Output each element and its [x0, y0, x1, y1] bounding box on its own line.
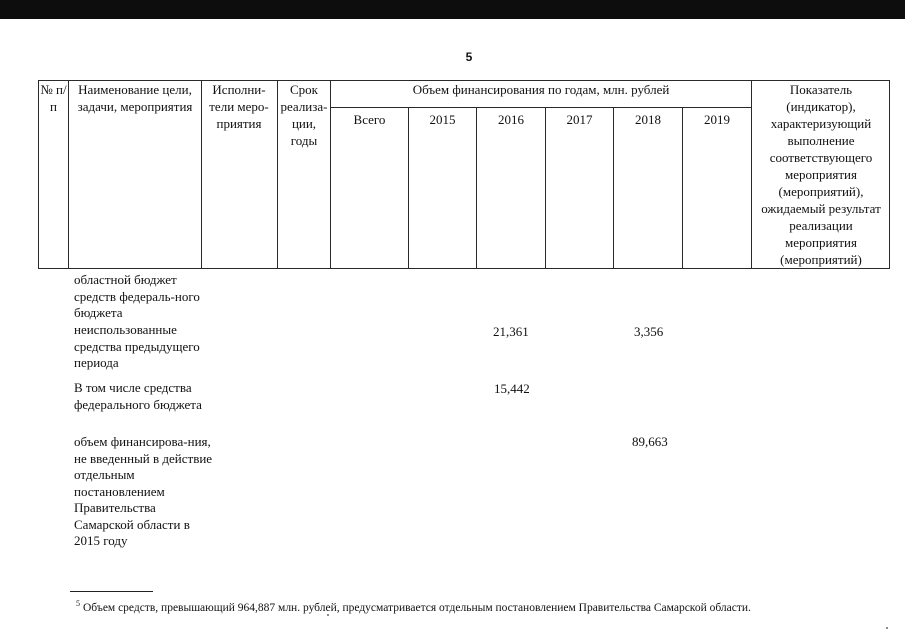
header-funding: Объем финансирования по годам, млн. рублей — [412, 82, 670, 97]
header-year-2019: 2019 — [704, 112, 730, 127]
row-funding-not-enacted: объем финансирова-ния, не введенный в действие отдельным постановлением Правительства Самарской области в 2015 году — [74, 434, 213, 548]
scan-top-border — [0, 0, 905, 19]
value-not-enacted-2018: 89,663 — [632, 434, 668, 449]
row-unused-funds: неиспользованные средства предыдущего периода — [74, 322, 200, 370]
footnote-marker: 5 — [76, 599, 80, 608]
header-executors: Исполни-тели меро-приятия — [209, 82, 269, 131]
header-name: Наименование цели, задачи, мероприятия — [77, 82, 193, 114]
footnote — [76, 597, 751, 615]
header-term: Срок реализа-ции, годы — [280, 82, 328, 148]
scan-speck — [327, 614, 329, 616]
value-unused-2016: 21,361 — [493, 324, 529, 339]
scan-speck — [886, 627, 888, 629]
row-regional-budget: областной бюджет средств федераль-ного бюджета — [74, 272, 200, 320]
header-year-2018: 2018 — [635, 112, 661, 127]
header-indicator: Показатель (индикатор), характеризующий выполнение соответствующего мероприятия (мероприятий), ожидаемый результат реализации мероприятия (мероприятий) — [761, 82, 881, 267]
footnote-text: Объем средств, превышающий 964,887 млн. рублей, предусматривается отдельным постановлением Правительства Самарской области. — [83, 602, 751, 614]
value-federal-2016: 15,442 — [494, 381, 530, 396]
page-number: 5 — [465, 50, 473, 64]
header-year-2016: 2016 — [498, 112, 524, 127]
header-year-2017: 2017 — [566, 112, 593, 127]
value-unused-2018: 3,356 — [634, 324, 664, 339]
row-federal-funds: В том числе средства федерального бюджета — [74, 380, 202, 412]
header-num: № п/п — [40, 82, 67, 114]
footnote-rule — [70, 591, 153, 592]
header-year-2015: 2015 — [429, 112, 456, 127]
header-total: Всего — [353, 112, 386, 127]
